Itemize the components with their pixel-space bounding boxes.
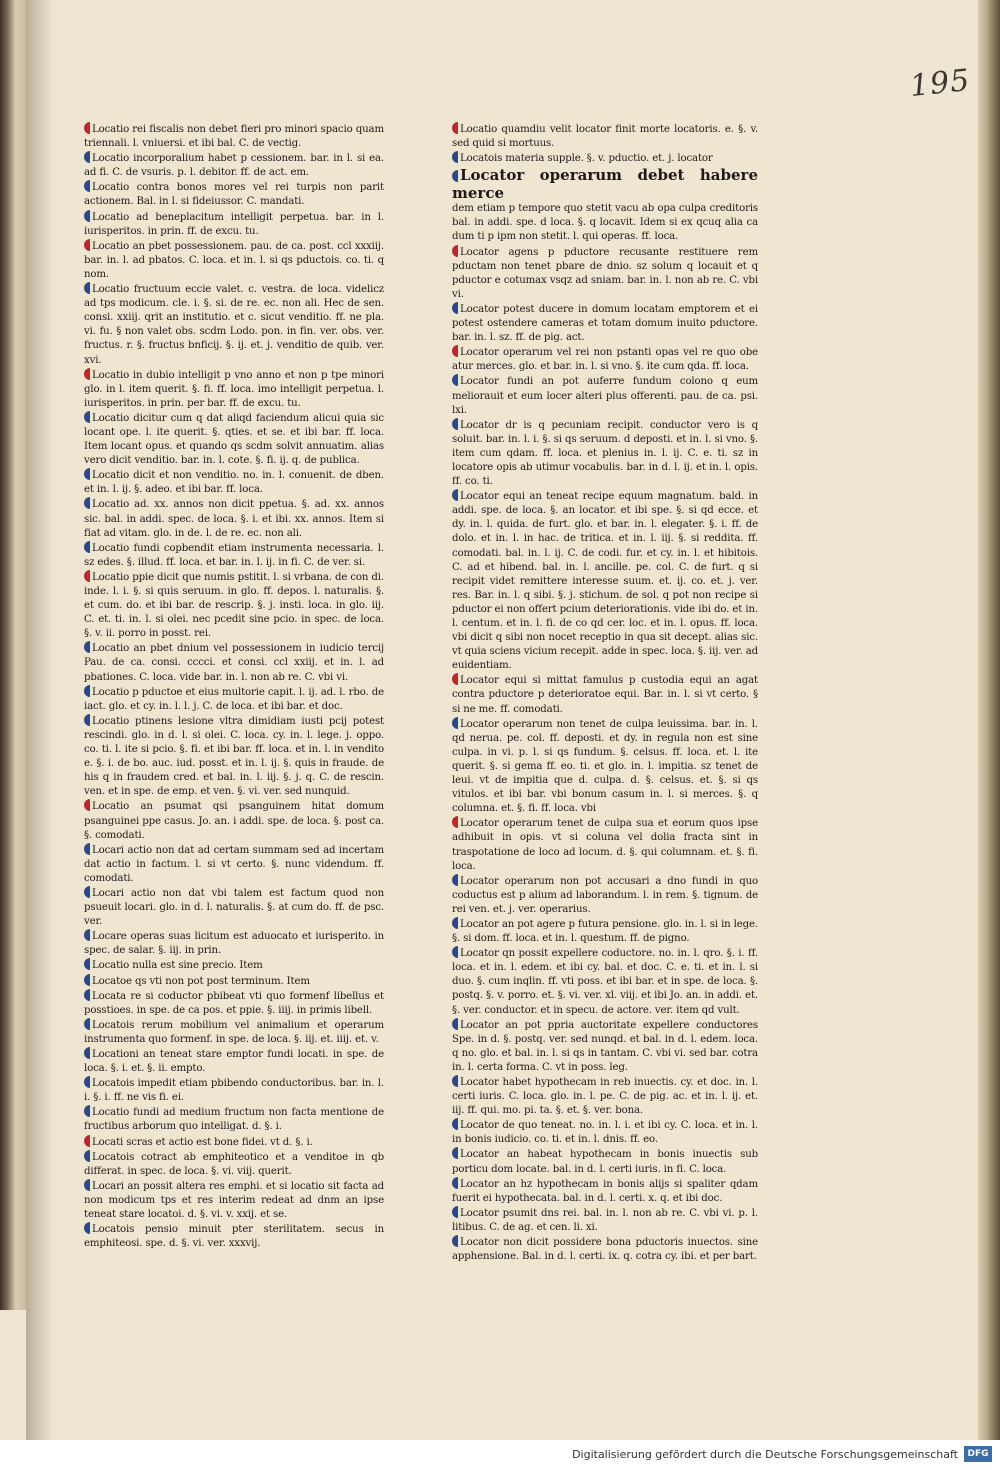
paragraph-mark-icon xyxy=(452,1235,458,1247)
entry-text: Locator an hz hypothecam in bonis alijs si spaliter qdam fuerit ei hypothecata. bal. in d. l. certi. x. q. et ibi doc. xyxy=(452,1178,758,1204)
index-entry xyxy=(452,122,758,151)
index-entry xyxy=(452,374,758,417)
page-fore-edge xyxy=(978,0,1000,1440)
index-entry xyxy=(452,717,758,817)
paragraph-mark-icon xyxy=(84,1105,90,1117)
paragraph-mark-icon xyxy=(84,180,90,192)
index-entry xyxy=(452,245,758,302)
entry-text: Locatio in dubio intelligit p vno anno et non p tpe minori glo. in l. item querit. §. fi. ff. loca. imo intelligit perpetua. l. iurisperitos. in prin. per bar. ff. de excu. tu. xyxy=(84,369,384,409)
paragraph-mark-icon xyxy=(84,641,90,653)
entry-text: dem etiam p tempore quo stetit vacu ab opa culpa creditoris bal. in addi. spe. d loca. §. q locavit. Idem si ex qcuq alia ca dum ti p ipm non stetit. l. qui operas. ff. loca. xyxy=(452,203,758,243)
index-entry xyxy=(452,489,758,673)
entry-text: Locatois impedit etiam pbibendo conductoribus. bar. in. l. i. §. i. ff. ne vis fi. ei. xyxy=(84,1078,384,1104)
index-entry xyxy=(84,282,384,368)
index-entry xyxy=(84,1018,384,1047)
entry-text: Locatio nulla est sine precio. Item xyxy=(92,960,263,972)
paragraph-mark-icon xyxy=(452,946,458,958)
left-text-column xyxy=(84,122,384,1251)
entry-text: Locatois materia supple. §. v. pductio. et. j. locator xyxy=(460,153,713,165)
paragraph-mark-icon xyxy=(452,1177,458,1189)
index-entry xyxy=(84,843,384,886)
paragraph-mark-icon xyxy=(452,816,458,828)
paragraph-mark-icon xyxy=(452,170,458,182)
paragraph-mark-icon xyxy=(84,1179,90,1191)
entry-text: Locator de quo teneat. no. in. l. i. et ibi cy. C. loca. et in. l. in bonis iudicio. co. ti. et in. l. dnis. ff. eo. xyxy=(452,1120,758,1146)
paragraph-mark-icon xyxy=(84,210,90,222)
index-entry xyxy=(452,1075,758,1118)
index-entry xyxy=(452,345,758,374)
previous-page-edge xyxy=(0,0,26,1310)
paragraph-mark-icon xyxy=(84,989,90,1001)
entry-text: Locatois cotract ab emphiteotico et a venditoe in qb differat. in spec. de loca. §. vi. viij. querit. xyxy=(84,1151,384,1177)
paragraph-mark-icon xyxy=(84,1135,90,1147)
index-entry xyxy=(452,1147,758,1176)
entry-text: Locatio an pbet possessionem. pau. de ca. post. ccl xxxiij. bar. in. l. ad pbatos. C. loca. et in. l. si qs pductois. co. ti. q nom. xyxy=(84,240,384,280)
dfg-logo: DFG xyxy=(964,1446,992,1462)
entry-text: Locator qn possit expellere coductore. no. in. l. qro. §. i. ff. loca. et in. l. edem. et ibi cy. bal. et doc. C. e. ti. et in. l. si duo. §. cum inqlin. ff. vti poss. et ibi bar. et in spe. de loca. §. postq. §. v. porro. et. §. vi. ver. xl. viij. et ibi Jo. an. in addi. et. §. ver. conductor. et in specu. de actore. ver. item qd vult. xyxy=(452,948,758,1016)
index-entry xyxy=(452,1235,758,1264)
paragraph-mark-icon xyxy=(452,1118,458,1130)
entry-text: Locatio contra bonos mores vel rei turpis non parit actionem. Bal. in l. si fideiussor. C. mandati. xyxy=(84,182,384,208)
entry-text: Locatio ppie dicit que numis pstitit. l. si vrbana. de con di. inde. l. i. §. si quis seruum. in glo. ff. depos. l. naturalis. §. et cum. do. et ibi bar. de rescrip. §. j. insti. loca. in glo. iij. C. et. ti. in. l. si olei. nec pcedit sine pcio. in spec. de loca. §. v. ii. porro in posst. rei. xyxy=(84,571,384,640)
index-entry xyxy=(84,411,384,468)
paragraph-mark-icon xyxy=(452,302,458,314)
entry-text: Locatio ad. xx. annos non dicit ppetua. §. ad. xx. annos sic. bal. in addi. spec. de loca. §. i. et ibi. xx. annos. Item si fiat ad vitam. glo. in de. l. de re. ec. non ali. xyxy=(84,499,384,539)
entry-text: Locare operas suas licitum est aduocato et iurisperito. in spec. de salar. §. iij. in prin. xyxy=(84,931,384,957)
entry-text: Locatio rei fiscalis non debet fieri pro minori spacio quam triennali. l. vniuersi. et ibi bal. C. de vectig. xyxy=(84,124,384,150)
entry-text: Locationi an teneat stare emptor fundi locati. in spe. de loca. §. i. et. §. ii. empto. xyxy=(84,1049,384,1075)
paragraph-mark-icon xyxy=(84,151,90,163)
paragraph-mark-icon xyxy=(84,468,90,480)
index-entry xyxy=(452,151,758,166)
paragraph-mark-icon xyxy=(84,799,90,811)
paragraph-mark-icon xyxy=(84,714,90,726)
entry-text: Locatio ptinens lesione vltra dimidiam iusti pcij potest rescindi. glo. in d. l. si olei. C. loca. cy. in. l. lege. j. oppo. co. ti. l. ite si pcio. §. fi. et ibi bar. ff. loca. et in. l. in vendito e. §. i. de bo. auc. iud. posst. et in. l. ij. §. quis in fraude. de his q in fraudem cred. et bal. in. l. iij. §. j. q. C. de rescin. ven. et in spe. de emp. et ven. §. vi. ver. sed nunquid. xyxy=(84,715,384,798)
entry-text: Locator psumit dns rei. bal. in. l. non ab re. C. vbi vi. p. l. litibus. C. de ag. et cen. li. xi. xyxy=(452,1207,758,1233)
entry-text: Locatio fundi ad medium fructum non facta mentione de fructibus arborum quo intelligat. d. §. i. xyxy=(84,1107,384,1133)
index-entry xyxy=(84,151,384,180)
paragraph-mark-icon xyxy=(84,239,90,251)
index-entry xyxy=(84,1047,384,1076)
entry-text: Locator equi an teneat recipe equum magnatum. bald. in addi. spe. de loca. §. an locator. et ibi spe. §. si qd ecce. et dy. in. l. quida. de furt. glo. et bar. in. l. elegater. §. i. ff. de dolo. et in. l. in hac. de tritica. et in. l. iij. §. si reddita. ff. comodati. bal. in. l. ij. C. de codi. fur. et cy. in. l. et hibitois. C. ad et hibend. bal. in. l. ancille. pe. col. C. de furt. q si recipit videt remittere interesse suum. et. ij. co. et. j. ver. res. Bar. in. l. q sibi. §. j. stichum. de sol. q pot non recipe si pductor ei non offert pcium deteriorationis. vide ibi do. et in. l. centum. et in. l. fi. de co qd cer. loc. et in. l. opus. ff. loca. vbi dicit q sibi non nocet receptio in qua sit decept. alias sic. vt quia sciens vicium recepit. adde in spec. loca. §. iij. ver. ad euidentiam. xyxy=(452,491,758,672)
entry-text: Locati scras et actio est bone fidei. vt d. §. i. xyxy=(92,1136,313,1148)
entry-text: Locator fundi an pot auferre fundum colono q eum meliorauit et eum locer alteri plus offerenti. pau. de ca. psi. lxi. xyxy=(452,376,758,416)
index-entry xyxy=(84,368,384,411)
index-entry xyxy=(452,418,758,489)
paragraph-mark-icon xyxy=(84,1047,90,1059)
footer-bar xyxy=(0,1440,1000,1470)
funding-credit: Digitalisierung gefördert durch die Deutsche Forschungsgemeinschaft xyxy=(572,1448,958,1461)
index-entry xyxy=(84,497,384,540)
paragraph-mark-icon xyxy=(84,411,90,423)
paragraph-mark-icon xyxy=(84,1222,90,1234)
entry-text: Locator operarum debet habere merce xyxy=(452,166,758,203)
index-entry xyxy=(452,673,758,716)
paragraph-mark-icon xyxy=(452,1075,458,1087)
paragraph-mark-icon xyxy=(84,843,90,855)
index-entry xyxy=(452,1018,758,1075)
entry-text: Locatoe qs vti non pot post terminum. Item xyxy=(92,975,310,987)
entry-text: Locator potest ducere in domum locatam emptorem et ei potest ostendere cameras et totam domum inuito pductore. bar. in. l. sz. ff. de pig. act. xyxy=(452,303,758,344)
entry-text: Locator an pot ppria auctoritate expellere conductores Spe. in d. §. postq. ver. sed nunqd. et bal. in d. l. edem. loca. q no. glo. et bal. in. l. si qs in tantam. C. vbi vi. sed bar. cotra in. l. certa forma. C. vt in poss. leg. xyxy=(452,1019,758,1073)
entry-text: Locatio an psumat qsi psanguinem hitat domum psanguinei ppe casus. Jo. an. i addi. spe. de loca. §. post ca. §. comodati. xyxy=(84,801,384,841)
entry-text: Locatio dicit et non venditio. no. in. l. conuenit. de dben. et in. l. ij. §. adeo. et ibi bar. ff. loca. xyxy=(84,470,384,496)
index-entry xyxy=(452,302,758,345)
paragraph-mark-icon xyxy=(452,374,458,386)
index-entry xyxy=(452,1177,758,1206)
paragraph-mark-icon xyxy=(84,497,90,509)
entry-text: Locatio quamdiu velit locator finit morte locatoris. e. §. v. sed quid si mortuus. xyxy=(452,124,758,150)
entry-text: Locatio incorporalium habet p cessionem. bar. in l. si ea. ad fi. C. de vsuris. p. l. debitor. ff. de act. em. xyxy=(84,153,384,179)
index-entry xyxy=(452,917,758,946)
index-entry xyxy=(452,946,758,1017)
index-entry xyxy=(84,180,384,209)
index-entry xyxy=(84,886,384,929)
paragraph-mark-icon xyxy=(84,685,90,697)
paragraph-mark-icon xyxy=(452,418,458,430)
entry-text: Locatois rerum mobilium vel animalium et operarum instrumenta quo formenf. in spe. de loca. §. iij. et. iiij. et. v. xyxy=(84,1019,384,1045)
paragraph-mark-icon xyxy=(84,1018,90,1030)
paragraph-mark-icon xyxy=(84,570,90,582)
paragraph-mark-icon xyxy=(452,1147,458,1159)
index-entry xyxy=(452,202,758,244)
index-entry xyxy=(452,1206,758,1235)
entry-text: Locatio fructuum eccie valet. c. vestra. de loca. videlicz ad tps modicum. cle. i. §. si. de re. ec. non ali. Hec de sen. consi. xxiij. qrit an institutio. et c. sicut venditio. ff. ne pla. vi. fu. § non valet obs. scdm Lodo. pon. in fin. ver. obs. ver. fructus. r. §. fructus bnficij. §. ij. et. j. venditio de quib. ver. xvi. xyxy=(84,284,384,366)
index-entry xyxy=(84,974,384,989)
index-entry xyxy=(84,958,384,973)
paragraph-mark-icon xyxy=(84,1076,90,1088)
page-number: 195 xyxy=(908,62,972,105)
paragraph-mark-icon xyxy=(452,151,458,163)
entry-text: Locari actio non dat ad certam summam sed ad incertam dat actio in factum. l. si vt certo. §. nunc videndum. ff. comodati. xyxy=(84,844,384,884)
paragraph-mark-icon xyxy=(452,489,458,501)
paragraph-mark-icon xyxy=(452,673,458,685)
index-entry xyxy=(84,210,384,239)
paragraph-mark-icon xyxy=(84,958,90,970)
entry-text: Locari an possit altera res emphi. et si locatio sit facta ad non modicum tps et res interim redeat ad dnm an ipse teneat stare locatoi. d. §. vi. v. xxij. et se. xyxy=(84,1180,384,1221)
index-entry xyxy=(84,468,384,497)
entry-text: Locator an habeat hypothecam in bonis inuectis sub porticu dom locate. bal. in d. l. certi iuris. in fi. C. loca. xyxy=(452,1149,758,1175)
index-entry xyxy=(84,714,384,800)
index-entry xyxy=(84,570,384,641)
entry-text: Locator equi si mittat famulus p custodia equi an agat contra pductore p deterioratoe equi. Bar. in. l. si vt certo. § si ne me. ff. comodati. xyxy=(452,675,758,715)
index-entry xyxy=(84,1076,384,1105)
paragraph-mark-icon xyxy=(452,1206,458,1218)
index-entry xyxy=(84,685,384,714)
paragraph-mark-icon xyxy=(84,1150,90,1162)
entry-text: Locator operarum non pot accusari a dno fundi in quo coductus est p alium ad laborandum. l. in rem. §. tignum. de rei ven. et. j. ver. operarius. xyxy=(452,875,758,915)
index-entry xyxy=(84,239,384,282)
index-entry xyxy=(452,816,758,873)
index-entry xyxy=(452,1118,758,1147)
entry-text: Locari actio non dat vbi talem est factum quod non psueuit locari. glo. in d. l. naturalis. §. at cum do. ff. de psc. ver. xyxy=(84,887,384,928)
paragraph-mark-icon xyxy=(84,368,90,380)
entry-text: Locatio ad beneplacitum intelligit perpetua. bar. in l. iurisperitos. in prin. ff. de excu. tu. xyxy=(84,211,384,237)
entry-text: Locator an pot agere p futura pensione. glo. in. l. si in lege. §. si dom. ff. loca. et in. l. questum. ff. de pigno. xyxy=(452,918,759,945)
index-entry xyxy=(84,122,384,151)
index-entry xyxy=(84,799,384,842)
paragraph-mark-icon xyxy=(452,122,458,134)
paragraph-mark-icon xyxy=(452,917,458,929)
index-entry xyxy=(84,1105,384,1134)
index-entry xyxy=(84,929,384,958)
index-entry xyxy=(84,541,384,570)
gutter-shadow xyxy=(26,0,54,1440)
paragraph-mark-icon xyxy=(84,122,90,134)
index-entry xyxy=(84,1135,384,1150)
index-entry xyxy=(84,1222,384,1251)
paragraph-mark-icon xyxy=(452,245,458,257)
index-entry xyxy=(84,1150,384,1179)
entry-text: Locatio an pbet dnium vel possessionem in iudicio tercij Pau. de ca. consi. cccci. et consi. ccl xxiij. et in. l. ad pbationes. C. loca. vide bar. in. l. non ab re. C. vbi vi. xyxy=(84,643,384,683)
entry-text: Locatio dicitur cum q dat aliqd faciendum alicui quia sic locant ope. l. ite querit. §. qties. et se. et ibi bar. ff. loca. Item locant opus. et quando qs scdm solvit annuatim. alias vero dicit venditio. bar. in. l. cote. §. fi. ij. q. de publica. xyxy=(84,412,384,467)
entry-text: Locator operarum tenet de culpa sua et eorum quos ipse adhibuit in opis. vt si coluna vel dolia fracta sint in traspotatione de loco ad locum. d. §. qui columnam. et. §. fi. loca. xyxy=(452,818,758,872)
entry-text: Locator non dicit possidere bona pductoris inuectos. sine apphensione. Bal. in d. l. certi. ix. q. cotra cy. ibi. et per bart. xyxy=(452,1237,758,1263)
paragraph-mark-icon xyxy=(452,345,458,357)
right-text-column xyxy=(452,122,758,1264)
paragraph-mark-icon xyxy=(452,717,458,729)
index-entry xyxy=(452,874,758,917)
index-entry xyxy=(452,166,758,202)
entry-text: Locator dr is q pecuniam recipit. conductor vero is q soluit. bar. in. l. i. §. si qs seruum. d deposti. et in. l. si vno. §. item cum qdam. ff. loca. et plenius in. l. ij. C. e. ti. sz in locatore opis ab utimur vocabulis. bar. in d. l. ij. et in. l. opis. ff. co. ti. xyxy=(452,419,758,488)
index-entry xyxy=(84,641,384,684)
paragraph-mark-icon xyxy=(452,874,458,886)
paragraph-mark-icon xyxy=(84,929,90,941)
index-entry xyxy=(84,989,384,1018)
entry-text: Locata re si coductor pbibeat vti quo formenf libellus et posstioes. in spe. de ca pos. et ppie. §. iiij. in primis libell. xyxy=(84,990,384,1016)
paragraph-mark-icon xyxy=(84,282,90,294)
entry-text: Locator habet hypothecam in reb inuectis. cy. et doc. in. l. certi iuris. C. loca. glo. in. l. pe. C. de pig. ac. et in. l. ij. et. iij. ff. qui. mo. pi. ta. §. et. §. ver. bona. xyxy=(452,1077,758,1117)
index-entry xyxy=(84,1179,384,1222)
entry-text: Locatio p pductoe et eius multorie capit. l. ij. ad. l. rbo. de iact. glo. et cy. in. l. l. j. C. de loca. et ibi bar. et doc. xyxy=(84,686,384,712)
paragraph-mark-icon xyxy=(84,974,90,986)
entry-text: Locatio fundi copbendit etiam instrumenta necessaria. l. sz edes. §. illud. ff. loca. et bar. in. l. ij. in fi. C. de ver. si. xyxy=(84,542,384,568)
paragraph-mark-icon xyxy=(84,886,90,898)
entry-text: Locator operarum non tenet de culpa leuissima. bar. in. l. qd nerua. pe. col. ff. deposti. et dy. in regula non est sine culpa. in vi. p. l. si qs fundum. §. celsus. ff. loca. et. l. ite querit. §. si gema ff. eo. ti. et glo. in. l. impitia. sz tenet de leui. vt de impitia que d. culpa. d. §. celsus. et. §. si qs vitulos. et ibi bar. vbi bonum casum in. l. si merces. §. q columna. et. §. fi. ff. loca. vbi xyxy=(452,718,758,815)
entry-text: Locator operarum vel rei non pstanti opas vel re quo obe atur merces. glo. et bar. in. l. si vno. §. ite cum qda. ff. loca. xyxy=(452,347,758,373)
entry-text: Locatois pensio minuit pter sterilitatem. secus in emphiteosi. spe. d. §. vi. ver. xxxvij. xyxy=(84,1224,384,1250)
paragraph-mark-icon xyxy=(84,541,90,553)
paragraph-mark-icon xyxy=(452,1018,458,1030)
entry-text: Locator agens p pductore recusante restituere rem pductam non tenet pbare de dnio. sz solum q locauit et q pductor e cotumax vsqz ad sniam. bar. in. l. non ab re. C. vbi vi. xyxy=(452,246,758,300)
